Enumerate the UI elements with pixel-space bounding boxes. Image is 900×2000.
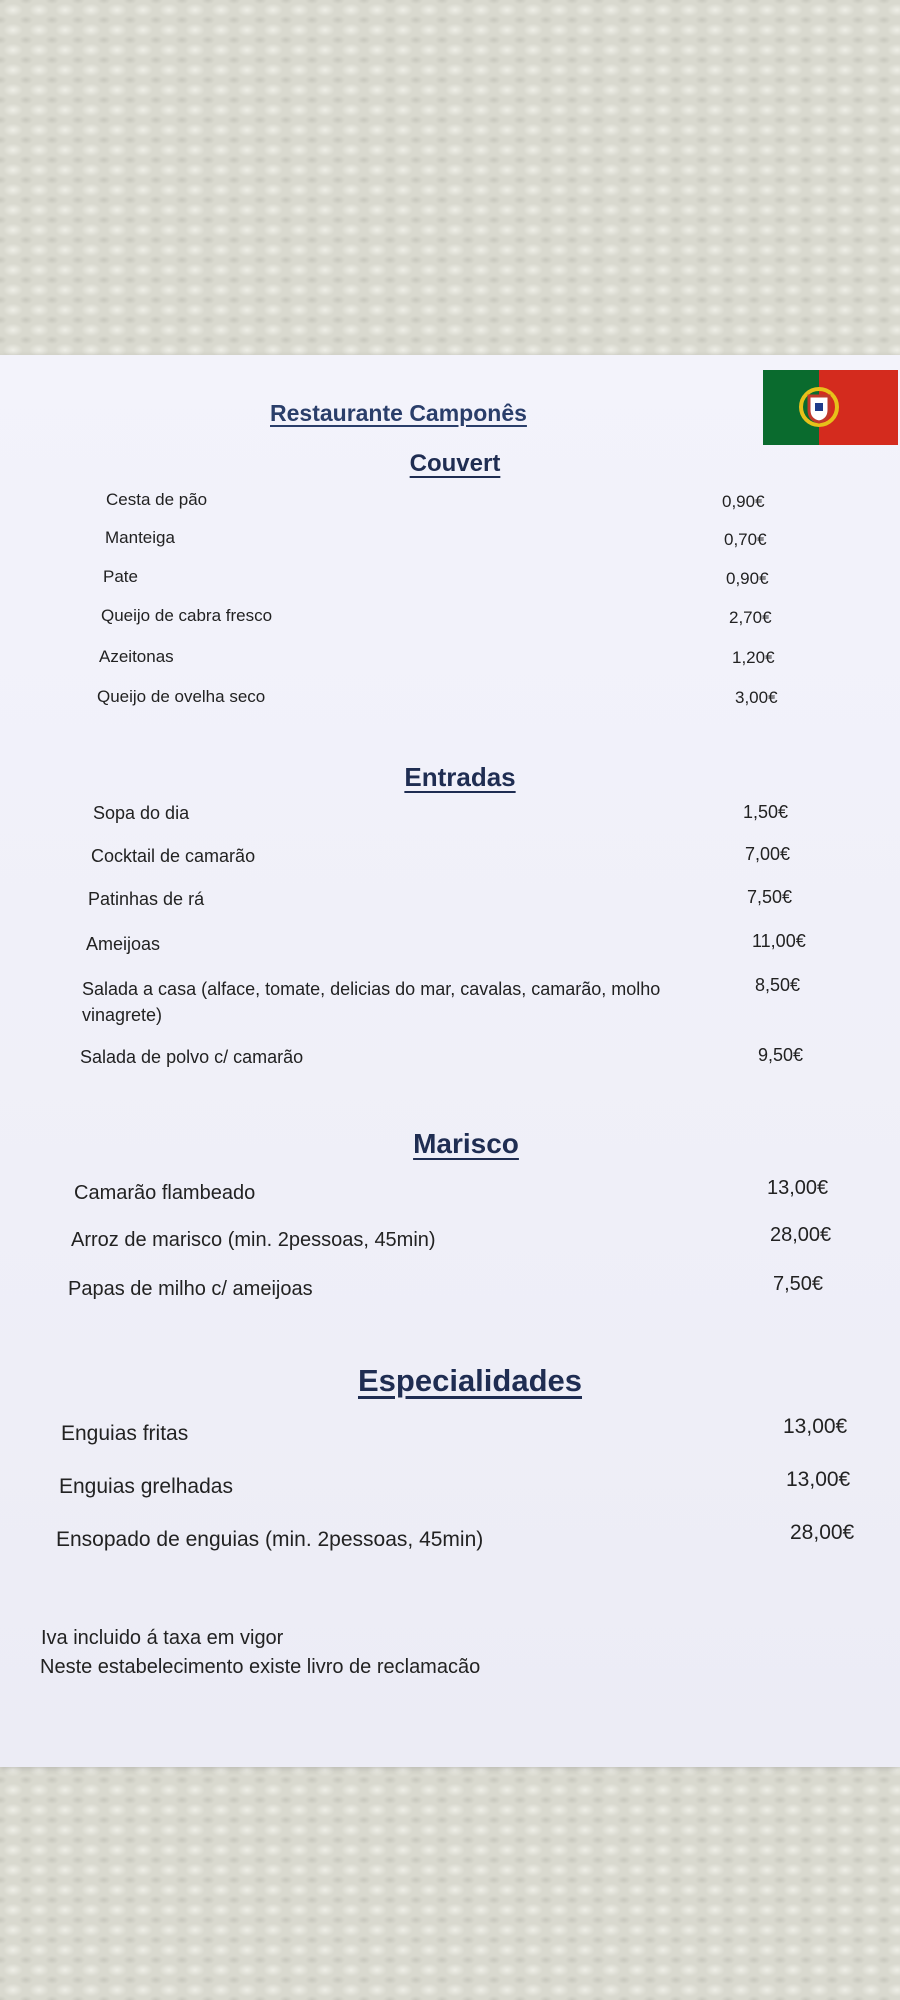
menu-item-price: 7,50€ xyxy=(773,1273,824,1295)
menu-item-name: Cesta de pão xyxy=(106,490,208,509)
menu-item-price: 28,00€ xyxy=(770,1224,832,1246)
menu-item-price: 9,50€ xyxy=(758,1045,804,1065)
section-heading-marisco: Marisco xyxy=(413,1128,519,1159)
footer-note-vat: Iva incluido á taxa em vigor xyxy=(41,1627,284,1649)
footer-note-complaints: Neste estabelecimento existe livro de reclamacão xyxy=(40,1656,481,1678)
menu-item-name: Cocktail de camarão xyxy=(91,846,256,866)
menu-item-name: Sopa do dia xyxy=(93,803,190,823)
menu-item-price: 11,00€ xyxy=(752,931,806,951)
menu-item-name: Queijo de cabra fresco xyxy=(101,606,273,625)
menu-item-name: Azeitonas xyxy=(99,647,174,666)
menu-item-name: Pate xyxy=(103,567,138,586)
menu-item-name: Salada de polvo c/ camarão xyxy=(80,1047,304,1067)
menu-item-price: 0,70€ xyxy=(724,530,767,549)
restaurant-title: Restaurante Camponês xyxy=(270,400,527,426)
menu-item-price: 8,50€ xyxy=(755,975,801,995)
menu-item-price: 13,00€ xyxy=(783,1415,848,1438)
menu-item-name: Patinhas de rá xyxy=(88,889,205,909)
menu-item-name: Ensopado de enguias (min. 2pessoas, 45min) xyxy=(56,1528,484,1551)
menu-item-name: Salada a casa (alface, tomate, delicias do mar, cavalas, camarão, molho vinagrete) xyxy=(82,979,661,1026)
menu-item-name: Arroz de marisco (min. 2pessoas, 45min) xyxy=(71,1229,436,1251)
menu-item-price: 13,00€ xyxy=(767,1177,829,1199)
menu-item-price: 0,90€ xyxy=(726,569,769,588)
section-heading-especialidades: Especialidades xyxy=(357,1363,583,1398)
menu-item-name: Manteiga xyxy=(105,528,175,547)
menu-item-name: Papas de milho c/ ameijoas xyxy=(68,1278,313,1300)
menu-item-name: Enguias fritas xyxy=(61,1422,189,1445)
menu-item-price: 7,50€ xyxy=(747,887,793,907)
section-heading-couvert: Couvert xyxy=(409,450,501,477)
menu-item-price: 28,00€ xyxy=(790,1521,855,1544)
menu-item-price: 2,70€ xyxy=(729,608,772,627)
menu-item-price: 0,90€ xyxy=(722,492,765,511)
menu-item-name: Ameijoas xyxy=(86,934,161,954)
portugal-flag-icon xyxy=(763,370,898,445)
menu-item-price: 3,00€ xyxy=(735,688,778,707)
menu-item-price: 13,00€ xyxy=(786,1468,851,1491)
menu-item-price: 7,00€ xyxy=(745,844,791,864)
menu-item-price: 1,50€ xyxy=(743,802,789,822)
section-heading-entradas: Entradas xyxy=(404,762,516,792)
menu-item-price: 1,20€ xyxy=(732,648,775,667)
menu-item-name: Camarão flambeado xyxy=(74,1182,256,1204)
menu-item-name: Enguias grelhadas xyxy=(59,1475,233,1498)
menu-item-name: Queijo de ovelha seco xyxy=(97,687,266,706)
